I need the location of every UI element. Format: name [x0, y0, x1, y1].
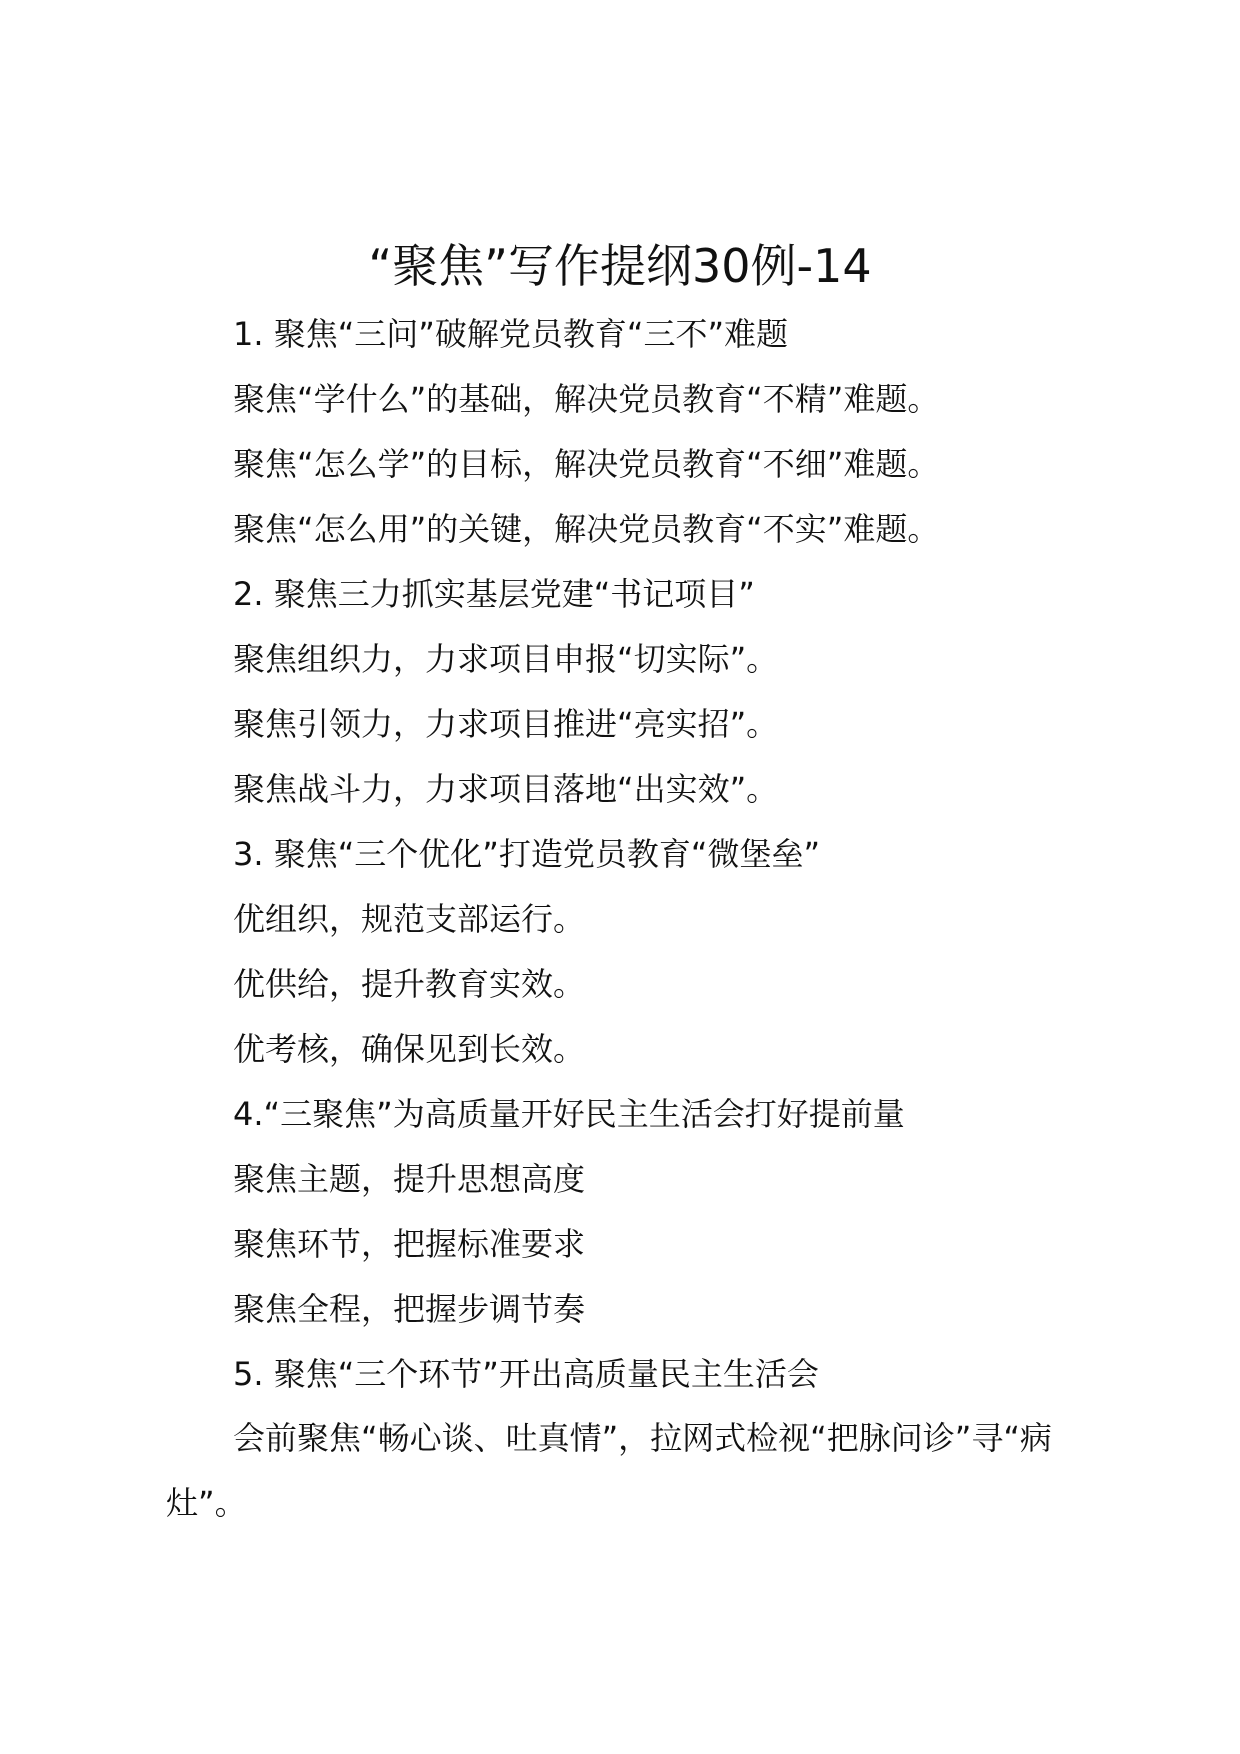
text-line: 聚焦战斗力，力求项目落地“出实效”。: [233, 770, 779, 808]
heading-2: 2. 聚焦三力抓实基层党建“书记项目”: [233, 575, 755, 613]
text-line: 聚焦环节，把握标准要求: [233, 1225, 586, 1263]
text-line: 聚焦“怎么用”的关键，解决党员教育“不实”难题。: [233, 510, 940, 548]
text-line: 聚焦全程，把握步调节奏: [233, 1290, 586, 1328]
document-title: “聚焦”写作提纲30例-14: [368, 239, 872, 293]
text-line: 优考核，确保见到长效。: [233, 1030, 586, 1068]
text-line: 优组织，规范支部运行。: [233, 900, 586, 938]
heading-1: 1. 聚焦“三问”破解党员教育“三不”难题: [233, 315, 789, 353]
text-line: 优供给，提升教育实效。: [233, 965, 586, 1003]
text-line: 聚焦引领力，力求项目推进“亮实招”。: [233, 705, 779, 743]
heading-5: 5. 聚焦“三个环节”开出高质量民主生活会: [233, 1355, 819, 1393]
text-line: 聚焦主题，提升思想高度: [233, 1160, 586, 1198]
text-line: 聚焦组织力，力求项目申报“切实际”。: [233, 640, 779, 678]
text-line: 聚焦“怎么学”的目标，解决党员教育“不细”难题。: [233, 445, 940, 483]
text-line: 聚焦“学什么”的基础，解决党员教育“不精”难题。: [233, 380, 940, 418]
wrapped-paragraph: 会前聚焦“畅心谈、吐真情”，拉网式检视“把脉问诊”寻“病灶”。: [166, 1419, 1052, 1522]
heading-4: 4.“三聚焦”为高质量开好民主生活会打好提前量: [233, 1095, 905, 1133]
heading-3: 3. 聚焦“三个优化”打造党员教育“微堡垒”: [233, 835, 821, 873]
